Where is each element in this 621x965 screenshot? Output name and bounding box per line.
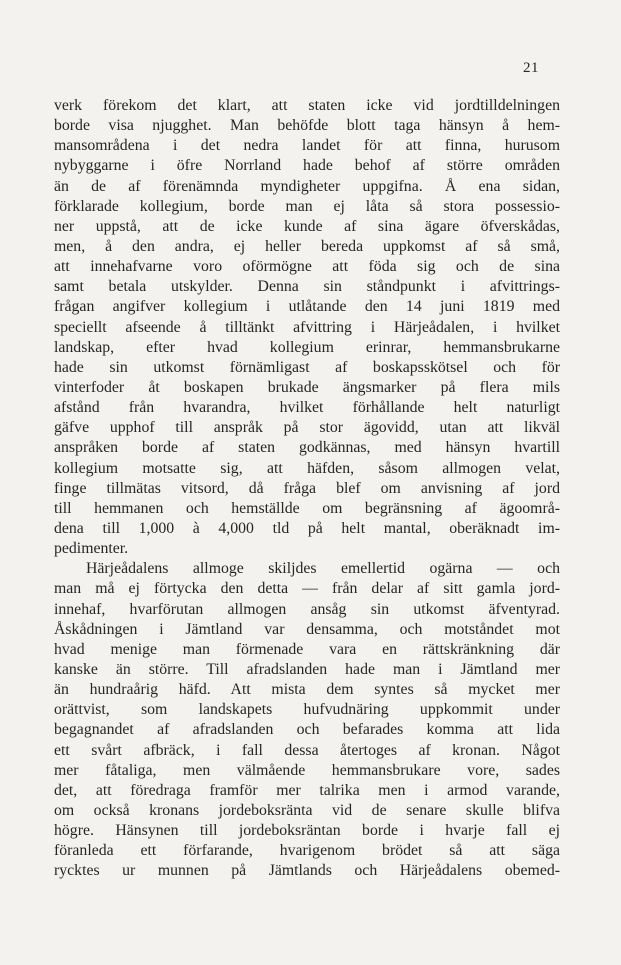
text-line: högre. Hänsynen till jordeboksräntan borde i hvarje fall ej xyxy=(54,822,560,840)
text-line: att innehafvarne voro oförmögne att föda sig och de sina xyxy=(54,258,560,276)
text-line: än hundraårig häfd. Att mista dem syntes så mycket mer xyxy=(54,681,560,699)
text-line: föranleda ett förfarande, hvarigenom brödet så att säga xyxy=(54,842,560,860)
text-line: till hemmanen och hemställde om begränsning af ägoområ- xyxy=(54,499,560,517)
text-line: förklarade kollegium, borde man ej låta så stora possessio- xyxy=(54,197,560,215)
text-line: gäfve upphof till anspråk på stor ägovidd, utan att likväl xyxy=(54,419,560,437)
text-line: begagnandet af afradslanden och befarades komma att lida xyxy=(54,721,560,739)
text-line: Åskådningen i Jämtland var densamma, och motståndet mot xyxy=(54,620,560,638)
text-line: om också kronans jordeboksränta vid de senare skulle blifva xyxy=(54,801,560,819)
text-line: rycktes ur munnen på Jämtlands och Härjeådalens obemed- xyxy=(54,862,560,880)
text-line: hade sin utkomst förnämligast af boskapsskötsel och för xyxy=(54,358,560,376)
text-line: borde visa njugghet. Man behöfde blott taga hänsyn å hem- xyxy=(54,117,560,135)
page-number: 21 xyxy=(523,60,539,76)
text-line: kollegium motsatte sig, att häfden, såsom allmogen velat, xyxy=(54,459,560,477)
text-line: mansområdena i det nedra landet för att finna, hurusom xyxy=(54,137,560,155)
text-line: ner uppstå, att de icke kunde af sina ägare öfverskådas, xyxy=(54,217,560,235)
text-line: nybyggarne i öfre Norrland hade behof af större områden xyxy=(54,157,560,175)
text-line: innehaf, hvarförutan allmogen ansåg sin utkomst äfventyrad. xyxy=(54,600,560,618)
text-line: kanske än större. Till afradslanden hade man i Jämtland mer xyxy=(54,660,560,678)
text-line: hvad menige man förmenade vara en rättskränkning där xyxy=(54,640,560,658)
paragraph-end-line: pedimenter. xyxy=(54,540,129,558)
paragraph-start-line: Härjeådalens allmoge skiljdes emellertid ogärna — och xyxy=(86,560,560,578)
text-line: samt betala utskylder. Denna sin ståndpunkt i afvittrings- xyxy=(54,278,560,296)
text-line: man må ej förtycka den detta — från delar af sitt gamla jord- xyxy=(54,580,560,598)
text-line: frågan angifver kollegium i utlåtande den 14 juni 1819 med xyxy=(54,298,560,316)
text-line: orättvist, som landskapets hufvudnäring uppkommit under xyxy=(54,701,560,719)
text-line: dena till 1,000 à 4,000 tld på helt mantal, oberäknadt im- xyxy=(54,519,560,537)
text-line: vinterfoder åt boskapen brukade ängsmarker på flera mils xyxy=(54,378,560,396)
text-line: verk förekom det klart, att staten icke vid jordtilldelningen xyxy=(54,97,560,114)
text-line: speciellt afseende å tilltänkt afvittring i Härjeådalen, i hvilket xyxy=(54,318,560,336)
text-line: ett svårt afbräck, i fall dessa återtoges af kronan. Något xyxy=(54,741,560,759)
text-line: anspråken borde af staten godkännas, med hänsyn hvartill xyxy=(54,439,560,457)
text-line: landskap, efter hvad kollegium erinrar, hemmansbrukarne xyxy=(54,338,560,356)
text-line: afstånd från hvarandra, hvilket förhållande helt naturligt xyxy=(54,399,560,417)
text-line: mer fåtaliga, men välmående hemmansbrukare vore, sades xyxy=(54,761,560,779)
text-line: finge tillmätas vitsord, då fråga blef om anvisning af jord xyxy=(54,479,560,497)
text-line: än de af förenämnda myndigheter uppgifna. Å ena sidan, xyxy=(54,177,560,195)
body-text xyxy=(54,96,560,881)
text-line: det, att föredraga framför mer talrika men i armod varande, xyxy=(54,781,560,799)
text-line: men, å den andra, ej heller bereda uppkomst af så små, xyxy=(54,237,560,255)
